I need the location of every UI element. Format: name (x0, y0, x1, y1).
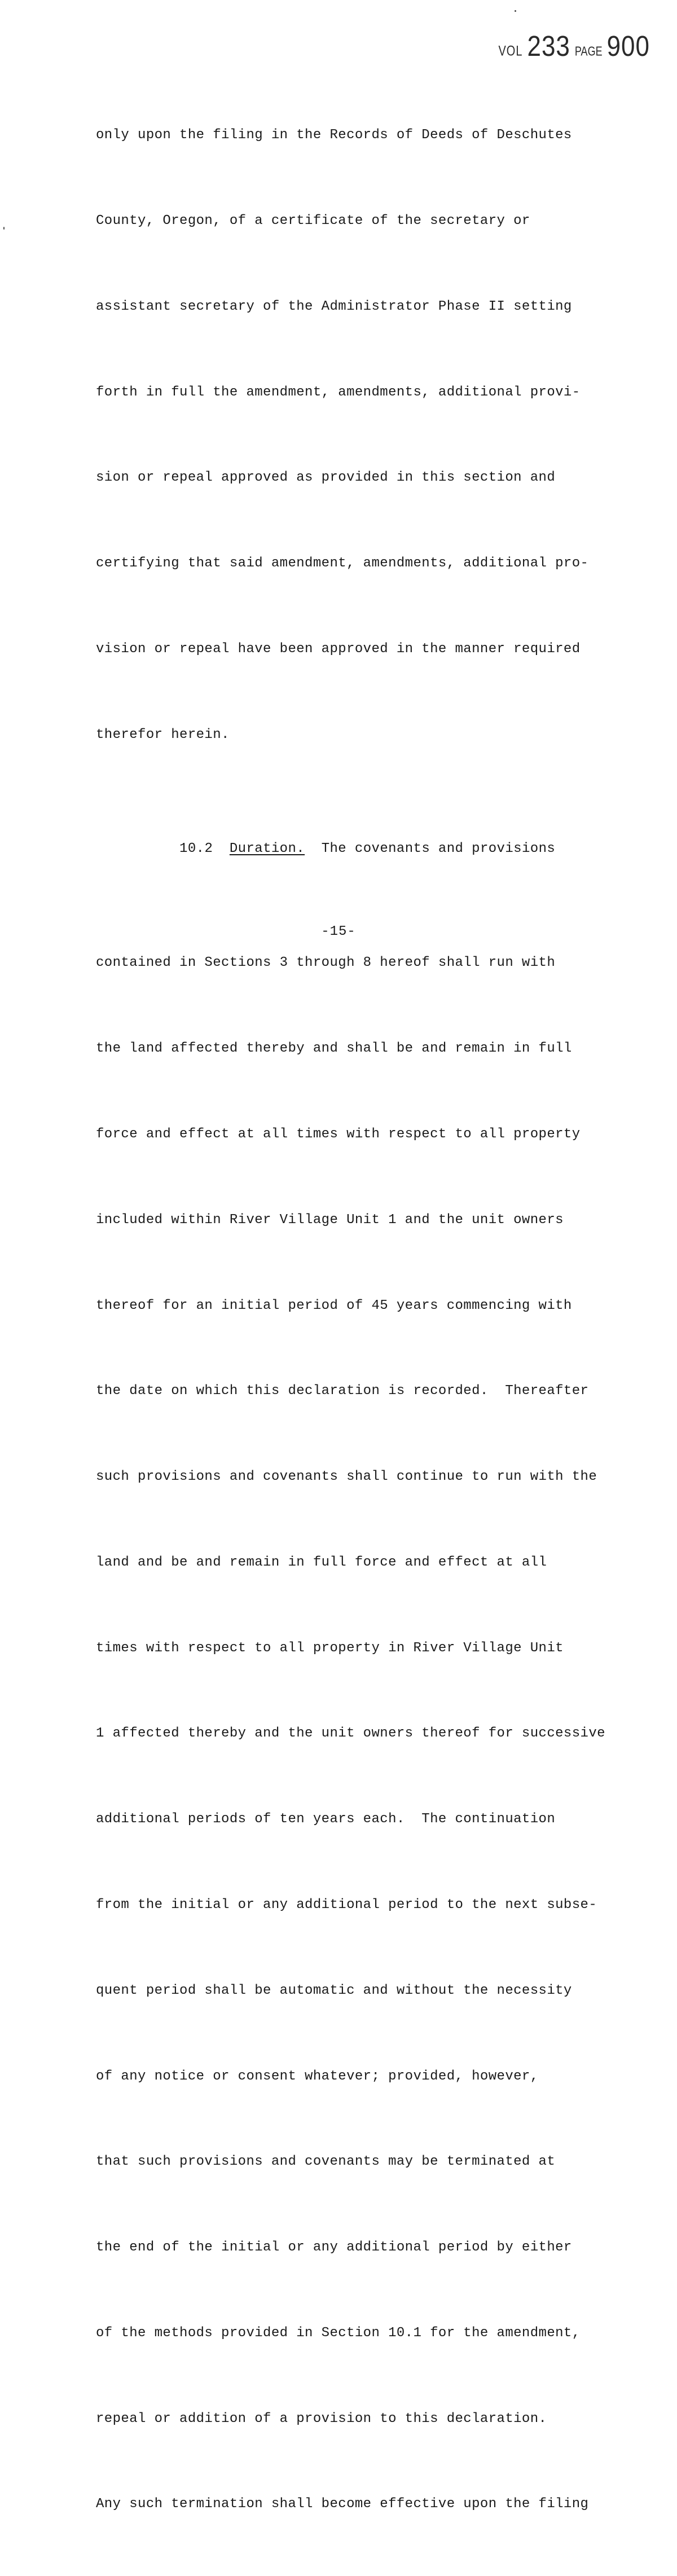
page-footer-number: -15- (321, 924, 356, 939)
text-line: of any notice or consent whatever; provided, however, (96, 2068, 539, 2084)
text-line: the end of the initial or any additional period by either (96, 2240, 572, 2256)
page-label: PAGE (574, 43, 603, 59)
section-number: 10.2 (179, 841, 213, 857)
text-line: therefor herein. (96, 727, 230, 742)
text-line: that such provisions and covenants may be terminated at (96, 2154, 556, 2170)
scan-speck (3, 227, 5, 230)
text-line: Any such termination shall become effective upon the filing (96, 2496, 589, 2512)
section-first-line: The covenants and provisions (321, 841, 556, 857)
text-line: quent period shall be automatic and without the necessity (96, 1982, 572, 1998)
text-line: such provisions and covenants shall continue to run with the (96, 1469, 597, 1485)
text-line: repeal or addition of a provision to this declaration. (96, 2411, 547, 2426)
section-heading: Duration. (229, 841, 305, 857)
document-body (96, 64, 638, 2576)
page-number-stamp: 900 (606, 30, 650, 63)
vol-number: 233 (527, 30, 570, 63)
text-line: thereof for an initial period of 45 years commencing with (96, 1298, 572, 1313)
text-line: included within River Village Unit 1 and the unit owners (96, 1212, 564, 1228)
text-line: County, Oregon, of a certificate of the secretary or (96, 213, 530, 228)
scan-speck (515, 10, 516, 12)
text-line: only upon the filing in the Records of Deeds of Deschutes (96, 128, 572, 143)
text-line: land and be and remain in full force and effect at all (96, 1554, 547, 1570)
text-line: times with respect to all property in River Village Unit (96, 1640, 564, 1656)
text-line: contained in Sections 3 through 8 hereof shall run with (96, 955, 556, 971)
text-line: from the initial or any additional period to the next subse- (96, 1897, 597, 1913)
text-line: force and effect at all times with respect to all property (96, 1126, 581, 1142)
text-line: assistant secretary of the Administrator Phase II setting (96, 298, 572, 314)
text-line: forth in full the amendment, amendments, additional provi- (96, 384, 581, 400)
text-line: additional periods of ten years each. The continuation (96, 1812, 556, 1827)
text-line: certifying that said amendment, amendments, additional pro- (96, 556, 589, 572)
recording-stamp (498, 30, 650, 63)
text-line: the date on which this declaration is recorded. Thereafter (96, 1383, 589, 1399)
text-line: 1 affected thereby and the unit owners thereof for successive (96, 1726, 605, 1742)
indent (96, 841, 179, 856)
text-line: vision or repeal have been approved in the manner required (96, 641, 581, 657)
text-line: sion or repeal approved as provided in this section and (96, 470, 556, 486)
text-line: of the methods provided in Section 10.1 for the amendment, (96, 2325, 581, 2341)
vol-label: VOL (498, 43, 523, 59)
text-line: the land affected thereby and shall be and remain in full (96, 1041, 572, 1057)
section-heading-line (96, 835, 638, 864)
